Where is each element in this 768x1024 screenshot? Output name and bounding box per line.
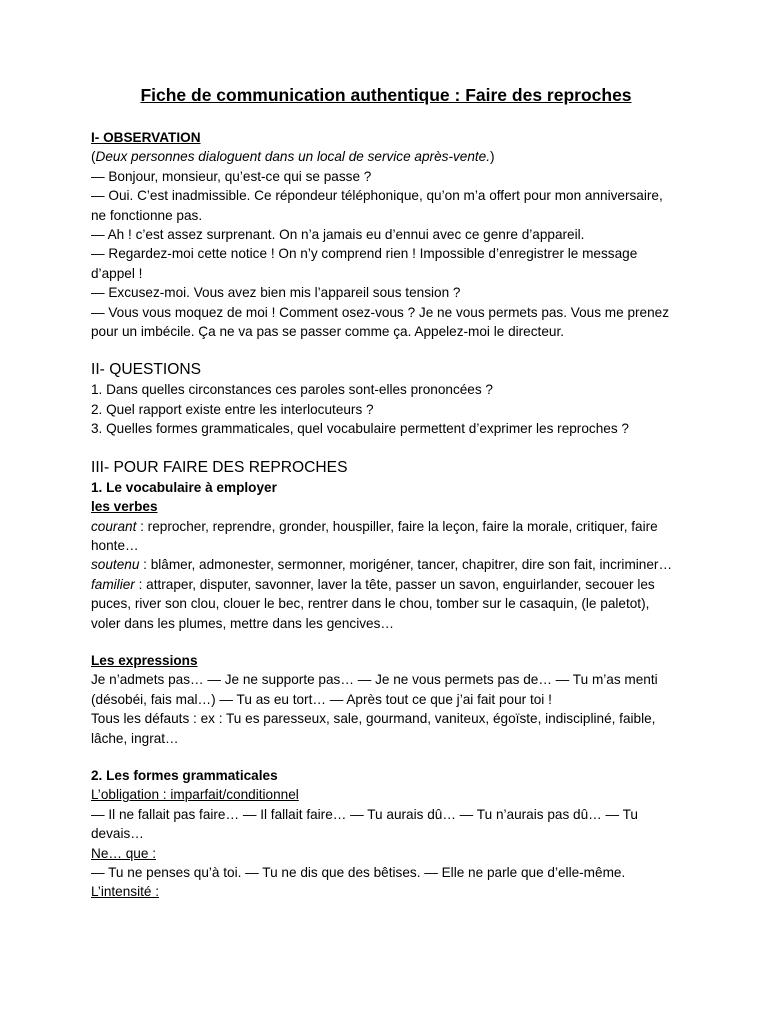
page-title: Fiche de communication authentique : Faire des reproches [140,85,632,105]
question-item: 3. Quelles formes grammaticales, quel vocabulaire permettent d’exprimer les reproches ? [91,421,629,437]
dialogue-line: — Regardez-moi cette notice ! On n’y comprend rien ! Impossible d’enregistrer le message d’appel ! [91,246,638,281]
context-text: Deux personnes dialoguent dans un local de service après-vente. [95,149,490,165]
obligation-text: — Il ne fallait pas faire… — Il fallait faire… — Tu aurais dû… — Tu n’aurais pas dû… — Tu devais… [91,806,638,842]
section-heading-observation: I- OBSERVATION [91,130,201,145]
dialogue-line: — Ah ! c’est assez surprenant. On n’a jamais eu d’ennui avec ce genre d’appareil. [91,227,585,243]
register-label: courant [91,518,137,534]
subheading-vocabulaire: 1. Le vocabulaire à employer [91,479,277,495]
ne-que-text: — Tu ne penses qu’à toi. — Tu ne dis que des bêtises. — Elle ne parle que d’elle-même. [91,865,626,880]
expressions-line: Je n’admets pas… — Je ne supporte pas… — Je ne vous permets pas de… — Tu m’as menti (désobéi, fais mal…) — Tu as eu tort… — Après tout ce que j’ai fait pour toi ! [91,672,658,707]
subheading-obligation: L’obligation : imparfait/conditionnel [91,787,299,803]
dialogue-line: — Excusez-moi. Vous avez bien mis l’appareil sous tension ? [91,285,461,301]
section-questions [91,359,681,438]
register-label: soutenu [91,557,140,573]
context-close: ) [490,149,495,165]
subheading-intensite: L’intensité : [91,884,160,900]
register-text: : attraper, disputer, savonner, laver la tête, passer un savon, enguirlander, secouer les puces, river son clou, clouer le bec, rentrer dans le chou, tomber sur le casaquin, (le paletot), voler dans les plumes, mettre dans les gencives… [91,576,655,631]
register-soutenu [91,555,681,574]
register-text: : reprocher, reprendre, gronder, houspiller, faire la leçon, faire la morale, critiquer, faire honte… [91,518,658,553]
section-reproches [91,457,681,902]
document-page [91,84,681,902]
register-familier [91,575,681,633]
subheading-formes-grammaticales: 2. Les formes grammaticales [91,767,278,783]
context-open: ( [91,149,96,165]
register-courant [91,517,681,556]
subheading-expressions: Les expressions [91,652,198,668]
question-item: 1. Dans quelles circonstances ces paroles sont-elles prononcées ? [91,382,493,398]
expressions-line: Tous les défauts : ex : Tu es paresseux, sale, gourmand, vaniteux, égoïste, indiscipliné, faible, lâche, ingrat… [91,711,656,746]
section-observation [91,128,681,341]
dialogue-line: — Bonjour, monsieur, qu’est-ce qui se passe ? [91,168,372,184]
dialogue-line: — Vous vous moquez de moi ! Comment osez-vous ? Je ne vous permets pas. Vous me prenez pour un imbécile. Ça ne va pas se passer comme ça. Appelez-moi le directeur. [91,304,670,340]
subheading-verbes: les verbes [91,499,158,515]
question-item: 2. Quel rapport existe entre les interlocuteurs ? [91,401,374,417]
section-heading-reproches: III- POUR FAIRE DES REPROCHES [91,458,348,476]
section-heading-questions: II- QUESTIONS [91,361,202,379]
context-line [91,147,681,166]
register-label: familier [91,576,135,592]
subheading-ne-que: Ne… que : [91,845,156,861]
register-text: : blâmer, admonester, sermonner, morigéner, tancer, chapitrer, dire son fait, incriminer… [139,557,673,573]
dialogue-line: — Oui. C’est inadmissible. Ce répondeur téléphonique, qu’on m’a offert pour mon anniversaire, ne fonctionne pas. [91,188,663,223]
